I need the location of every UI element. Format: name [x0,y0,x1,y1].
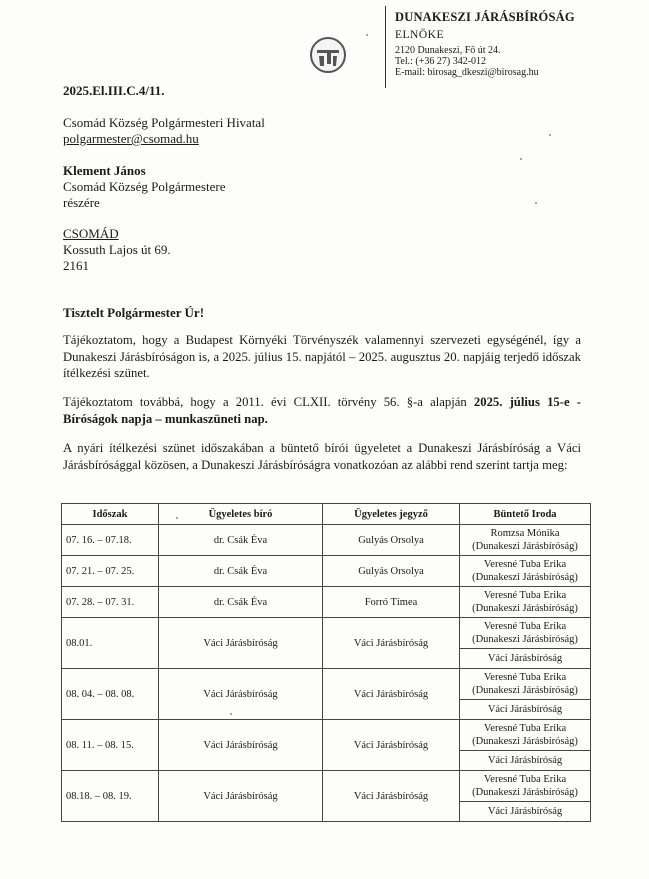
row-judge: Váci Járásbíróság [159,720,323,771]
table-row [62,669,591,700]
paragraph-1: Tájékoztatom, hogy a Budapest Környéki Törvényszék valamennyi szervezeti egységénél, így a Dunakeszi Járásbíróságon is, a 2025. július 15. napjától – 2025. augusztus 20. napjáig terjedő időszak ítélkezési szünet. [63,333,581,380]
row-judge: Váci Járásbíróság [159,771,323,822]
paragraph-3: A nyári ítélkezési szünet időszakában a büntető bírói ügyeletet a Dunakeszi Járásbíróság a Váci Járásbírósággal közösen, a Dunakeszi Járásbíróságra vonatkozóan az alábbi rend szerint tartja meg: [63,441,581,472]
table-row [62,771,591,802]
row-office-extra: Váci Járásbíróság [460,700,591,720]
row-office-name: Veresné Tuba Erika [483,723,567,734]
table-row [62,525,591,556]
postal-address [63,226,171,274]
row-office-court: (Dunakeszi Járásbíróság) [472,603,578,614]
row-clerk: Váci Járásbíróság [323,771,460,822]
row-office-name: Romzsa Mónika [490,528,560,539]
row-office-name: Veresné Tuba Erika [483,559,567,570]
row-judge: Váci Járásbíróság [159,618,323,669]
row-judge: dr. Csák Éva [159,587,323,618]
table-row [62,556,591,587]
row-office [460,556,591,587]
scan-speck [230,713,232,715]
row-office [460,720,591,751]
scan-speck [535,202,537,204]
header-office: Büntető Iroda [460,504,591,525]
row-office-extra: Váci Járásbíróság [460,802,591,822]
scan-speck [176,517,178,519]
row-clerk: Gulyás Orsolya [323,556,460,587]
duty-table [61,503,591,822]
court-letterhead [385,6,645,88]
court-email-line: E-mail: birosag_dkeszi@birosag.hu [395,67,539,78]
row-clerk: Váci Járásbíróság [323,618,460,669]
recipient-suffix: részére [63,195,100,210]
court-phone-line: Tel.: (+36 27) 342-012 [395,56,487,67]
row-period: 08. 04. – 08. 08. [62,669,159,720]
header-clerk: Ügyeletes jegyző [323,504,460,525]
recipient-name: Klement János [63,163,146,178]
row-office-name: Veresné Tuba Erika [483,672,567,683]
recipient-office-name: Csomád Község Polgármesteri Hivatal [63,115,265,130]
row-clerk: Váci Járásbíróság [323,720,460,771]
table-row [62,618,591,649]
row-office-court: (Dunakeszi Járásbíróság) [472,736,578,747]
row-office-name: Veresné Tuba Erika [483,590,567,601]
row-office [460,618,591,649]
court-address-line: 2120 Dunakeszi, Fő út 24. [395,45,501,56]
header-judge: Ügyeletes bíró [159,504,323,525]
row-clerk: Forró Tímea [323,587,460,618]
recipient-email-link[interactable]: polgarmester@csomad.hu [63,131,199,146]
court-address [395,45,645,78]
court-emblem-icon [309,36,347,74]
row-office [460,525,591,556]
recipient-title: Csomád Község Polgármestere [63,179,226,194]
row-office-extra: Váci Járásbíróság [460,751,591,771]
row-period: 07. 21. – 07. 25. [62,556,159,587]
row-clerk: Váci Járásbíróság [323,669,460,720]
row-period: 07. 28. – 07. 31. [62,587,159,618]
row-office [460,771,591,802]
row-office [460,587,591,618]
paragraph-2-text: Tájékoztatom továbbá, hogy a 2011. évi CLXII. törvény 56. §-a alapján [63,395,474,409]
court-subtitle: ELNÖKE [395,29,444,41]
row-office-name: Veresné Tuba Erika [483,774,567,785]
recipient-office [63,115,265,147]
postal-city: CSOMÁD [63,226,119,241]
scan-speck [520,158,522,160]
row-office [460,669,591,700]
row-judge: dr. Csák Éva [159,556,323,587]
scan-speck [366,34,368,36]
table-row [62,587,591,618]
row-period: 07. 16. – 07.18. [62,525,159,556]
table-header-row [62,504,591,525]
row-office-court: (Dunakeszi Járásbíróság) [472,572,578,583]
postal-street: Kossuth Lajos út 69. [63,242,171,257]
row-office-court: (Dunakeszi Járásbíróság) [472,541,578,552]
row-office-court: (Dunakeszi Járásbíróság) [472,685,578,696]
reference-number: 2025.El.III.C.4/11. [63,83,165,98]
scan-speck [549,134,551,136]
recipient-person [63,163,225,211]
row-office-court: (Dunakeszi Járásbíróság) [472,787,578,798]
row-judge: Váci Járásbíróság [159,669,323,720]
row-office-name: Veresné Tuba Erika [483,621,567,632]
row-clerk: Gulyás Orsolya [323,525,460,556]
postal-zip: 2161 [63,258,89,273]
paragraph-2 [63,394,581,427]
paragraph-2-bold: 2025. július 15-e - Bíróságok napja – munkaszüneti nap. [63,395,581,426]
row-period: 08.01. [62,618,159,669]
salutation: Tisztelt Polgármester Úr! [63,305,205,320]
court-name: DUNAKESZI JÁRÁSBÍRÓSÁG [395,10,575,24]
row-office-court: (Dunakeszi Járásbíróság) [472,634,578,645]
row-period: 08. 11. – 08. 15. [62,720,159,771]
row-judge: dr. Csák Éva [159,525,323,556]
table-row [62,720,591,751]
header-period: Időszak [62,504,159,525]
row-period: 08.18. – 08. 19. [62,771,159,822]
row-office-extra: Váci Járásbíróság [460,649,591,669]
